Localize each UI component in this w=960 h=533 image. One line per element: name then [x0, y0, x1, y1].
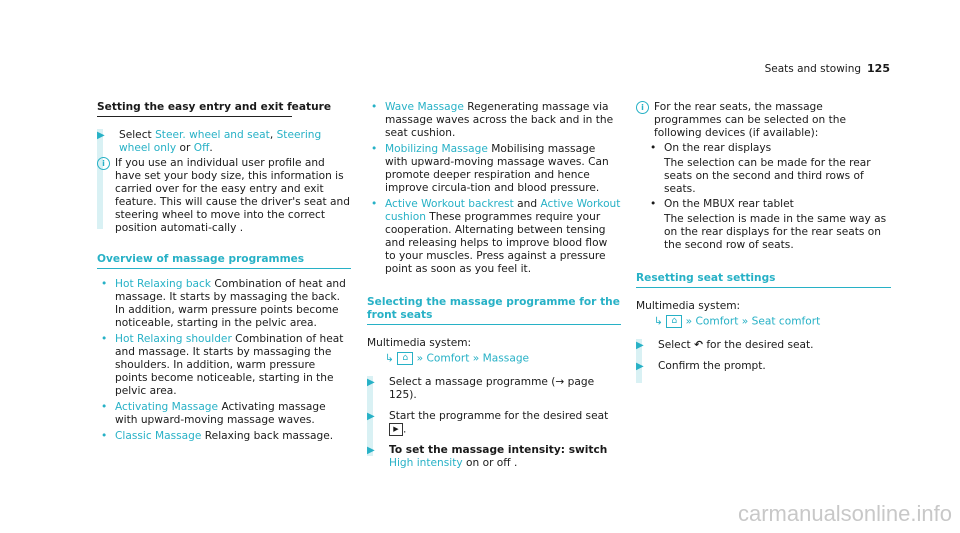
step-arrow-icon: ▶	[367, 410, 375, 422]
multimedia-label: Multimedia system:	[367, 337, 472, 349]
page-number: 125	[867, 62, 890, 75]
bullet-icon: •	[371, 198, 378, 210]
info-note: i If you use an individual user profile and have set your body size, this information is carried over for the easy entry and exit feature. This will cause the driver's seat and steering wheel to move into the correct position automati-cally .	[97, 157, 351, 235]
page-header	[765, 62, 890, 75]
step-3: ▶ To set the massage intensity: switch High intensity on or off .	[367, 444, 608, 469]
bullet-icon: •	[101, 430, 108, 442]
list-item: • Hot Relaxing back Combination of heat and massage. It starts by massaging the back. In addition, warm pressure points become noticeable, starting in the pelvic area.	[101, 278, 346, 329]
menu-comfort[interactable]: Comfort	[426, 352, 470, 365]
step-arrow-icon: ▶	[367, 376, 375, 388]
selecting-underline	[367, 324, 621, 325]
step-1: ▶ Select a massage programme (→ page 125).	[367, 375, 595, 401]
option-steer-wheel-seat[interactable]: Steer. wheel and seat	[155, 129, 270, 141]
multimedia-label: Multimedia system:	[636, 300, 741, 312]
bullet-icon: •	[371, 101, 378, 113]
column-1	[97, 101, 351, 443]
home-icon[interactable]: ⌂	[666, 315, 682, 328]
home-icon[interactable]: ⌂	[397, 352, 413, 365]
list-item: • On the rear displays The selection can be made for the rear seats on the second and third rows of seats.	[650, 142, 871, 195]
column-3	[636, 101, 891, 373]
info-note: i For the rear seats, the massage programmes can be selected on the following devices (if available):	[636, 101, 891, 140]
reset-arrow-icon[interactable]: ↶	[694, 338, 703, 351]
bullet-icon: •	[101, 278, 108, 290]
chevron-right-icon: »	[741, 315, 749, 328]
overview-title: Overview of massage programmes	[97, 253, 305, 265]
menu-seat-comfort[interactable]: Seat comfort	[751, 315, 821, 328]
high-intensity-option[interactable]: High intensity	[389, 457, 463, 469]
chevron-right-icon: »	[685, 315, 693, 328]
bullet-icon: •	[650, 198, 657, 210]
chevron-right-icon: »	[416, 352, 424, 365]
option-steering-wheel-only[interactable]: Steering wheel only	[119, 129, 322, 154]
step-arrow-icon: ▶	[636, 339, 644, 351]
resetting-title: Resetting seat settings	[636, 272, 776, 284]
step-2: ▶ Confirm the prompt.	[636, 359, 766, 372]
bullet-icon: •	[650, 142, 657, 154]
list-item: • Wave Massage Regenerating massage via massage waves across the back and in the seat cushion.	[371, 101, 614, 139]
column-2	[367, 101, 621, 470]
easy-entry-title: Setting the easy entry and exit feature	[97, 101, 332, 113]
section-title: Seats and stowing	[764, 63, 862, 75]
bullet-icon: •	[101, 401, 108, 413]
step-1: ▶ Select ↶ for the desired seat.	[636, 338, 814, 351]
bullet-icon: •	[101, 333, 108, 345]
selecting-title: Selecting the massage programme for the front seats	[367, 296, 620, 321]
watermark: carmanualsonline.info	[737, 501, 952, 526]
menu-massage[interactable]: Massage	[482, 352, 530, 365]
chevron-right-icon: »	[472, 352, 480, 365]
list-item: • Active Workout backrest and Active Workout cushion These programmes require your cooperation. Alternating between tensing and releasing helps to improve blood flow to your muscles. Press against a pressure point as soon as you feel it.	[371, 198, 621, 275]
menu-comfort[interactable]: Comfort	[695, 315, 739, 328]
info-icon: i	[636, 101, 649, 114]
step-arrow-icon: ▶	[367, 445, 375, 456]
overview-underline	[97, 268, 351, 269]
step-arrow-icon: ▶	[636, 360, 644, 372]
bullet-icon: •	[371, 143, 378, 155]
list-item: • On the MBUX rear tablet The selection is made in the same way as on the rear displays for the rear seats on the second row of seats.	[650, 198, 887, 251]
step-select: ▶ Select Steer. wheel and seat, Steering wheel only or Off.	[97, 129, 322, 154]
step-arrow-icon: ▶	[97, 130, 105, 141]
menu-path	[367, 352, 621, 366]
list-item: • Hot Relaxing shoulder Combination of heat and massage. It starts by massaging the shoulders. In addition, warm pressure points become noticeable, starting in the pelvic area.	[101, 333, 344, 397]
play-icon[interactable]: ▶	[389, 423, 403, 436]
title-underline	[97, 116, 292, 117]
return-arrow-icon: ↳	[385, 352, 394, 365]
step-2: ▶ Start the programme for the desired seat ▶ .	[367, 409, 609, 435]
resetting-underline	[636, 287, 891, 288]
option-off[interactable]: Off	[193, 142, 210, 154]
menu-path	[636, 315, 891, 329]
list-item: • Activating Massage Activating massage with upward-moving massage waves.	[101, 401, 326, 426]
list-item: • Classic Massage Relaxing back massage.	[101, 430, 334, 442]
info-icon: i	[97, 157, 110, 170]
list-item: • Mobilizing Massage Mobilising massage with upward-moving massage waves. Can promote deeper respiration and hence improve circula-tion and blood pressure.	[371, 143, 609, 194]
return-arrow-icon: ↳	[654, 315, 663, 328]
